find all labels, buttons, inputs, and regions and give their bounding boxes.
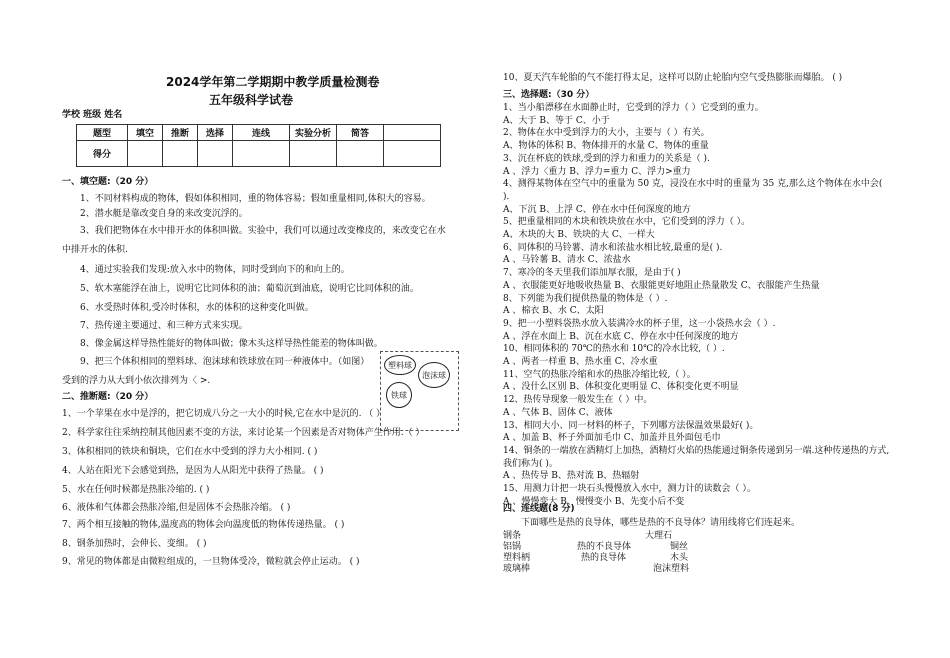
judge-heading: 二、推断题:（20 分） [62,392,154,402]
score-cell[interactable] [233,141,290,167]
link-right-item[interactable]: 铜丝 [670,542,689,552]
choice-line: 9、把一小塑料袋热水放入装满冷水的杯子里，这一小袋热水会（ ）. [503,318,776,329]
choice-line: A 、浮在水面上 B、沉在水底 C、停在水中任何深度的地方 [503,331,739,342]
choice-line: A 、两者一样重 B、热水重 C、冷水重 [503,357,658,367]
fill-item: 8、像金属这样导热性能好的物体叫做；像木头这样导热性能差的物体叫做。 [80,339,383,349]
fill-heading: 一、填空题:（20 分） [62,177,154,187]
score-header: 实验分析 [290,125,337,141]
student-info-line: 学校 班级 姓名 [62,110,123,120]
score-cell[interactable] [384,141,441,167]
choice-line: 7、寒冷的冬天里我们添加厚衣服，是由于( ) [503,268,681,279]
choice-line: 11、空气的热胀冷缩和水的热胀冷缩比较,（ ）。 [503,369,696,380]
score-header-empty [384,125,441,141]
score-row-label: 得分 [77,141,128,167]
choice-line: A 、气体 B、固体 C、液体 [503,407,613,418]
fill-item: 受到的浮力从大到小依次排列为〈 >. [62,376,211,386]
choice-line: )． [503,191,516,202]
judge-item-10: 10、夏天汽车轮胎的气不能打得太足，这样可以防止轮胎内空气受热膨胀而爆胎。 ( ) [503,73,843,83]
link-right-item[interactable]: 泡沫塑料 [653,564,690,574]
judge-item: 9、常见的物体都是由微粒组成的，一旦物体受冷，微粒就会停止运动。 ( ) [62,557,360,567]
fill-item: 3、我们把物体在水中排开水的体积叫做。实验中，我们可以通过改变橡皮的，来改变它在水 [80,226,446,236]
judge-item: 4、人站在阳光下会感觉到热，是因为人从阳光中获得了热量。 ( ) [62,466,324,476]
link-left-item[interactable]: 铝锅 [503,542,522,552]
score-cell[interactable] [290,141,337,167]
fill-item: 中排开水的体积. [62,245,128,255]
exam-subtitle: 五年级科学试卷 [209,93,294,107]
choice-line: A、下沉 B、上浮 C、停在水中任何深度的地方 [503,204,691,215]
link-right-item[interactable]: 木头 [670,553,689,563]
score-header: 简答 [337,125,384,141]
judge-item: 6、液体和气体都会热胀冷缩,但是固体不会热胀冷缩。 ( ) [62,503,291,513]
link-left-item[interactable]: 钢条 [503,531,522,541]
choice-line: 10、相同体积的 70℃的热水和 10℃的冷水比较,（ ）. [503,344,725,355]
score-cell[interactable] [128,141,163,167]
iron-ball: 铁球 [386,382,412,408]
choice-line: 6、同体积的马铃薯、清水和浓盐水相比较,最重的是( ). [503,242,723,253]
score-cell[interactable] [198,141,233,167]
choice-line: A 、慢慢变大 B、慢慢变小 B、先变小后不变 [503,496,685,507]
choice-line: 2、物体在水中受到浮力的大小，主要与（ ）有关。 [503,128,710,139]
score-cell[interactable] [163,141,198,167]
choice-line: 14、铜条的一端放在酒精灯上加热，酒精灯火焰的热能通过铜条传递到另一端.这种传递热的方式, [503,445,890,456]
fill-item: 4、通过实验我们发现:放入水中的物体，同时受到向下的和向上的。 [80,265,350,275]
score-header: 选择 [198,125,233,141]
choice-heading: 三、选择题:（30 分） [503,90,595,100]
foam-ball: 泡沫球 [418,362,450,388]
fill-item: 2、潜水艇是靠改变自身的来改变沉浮的。 [80,209,248,219]
link-intro: 下面哪些是热的良导体，哪些是热的不良导体？请用线将它们连起来。 [521,518,801,528]
choice-line: A、物体的体积 B、物体排开的水量 C、物体的重量 [503,141,709,152]
score-header: 连线 [233,125,290,141]
judge-item: 1、一个苹果在水中是浮的，把它切成八分之一大小的时候,它在水中是沉的. （ ） [62,409,386,419]
choice-line: 13、相同大小、同一材料的杯子，下列哪方法保温效果最好( )。 [503,420,759,431]
link-right-item[interactable]: 大理石 [645,531,673,541]
fill-item: 1、不同材料构成的物体，假如体积相同，重的物体容易；假如重量相同,体积大的容易。 [80,194,431,204]
fill-item: 9、把三个体积相同的塑料球、泡沫球和铁球放在同一种液体中。（如图） [80,357,370,367]
judge-item: 8、钢条加热时，会伸长、变细。 ( ) [62,539,207,549]
link-middle-item[interactable]: 热的良导体 [581,553,627,563]
choice-line: A、大于 B、等于 C、小于 [503,115,610,126]
choice-line: 3、沉在杯底的铁球,受到的浮力和重力的关系是（ ). [503,153,710,164]
choice-line: A、木块的大 B、铁块的大 C、一样大 [503,230,655,240]
choice-line: 8、下列能为我们提供热量的物体是（ ）. [503,293,668,304]
exam-title: 2024学年第二学期期中教学质量检测卷 [166,75,380,89]
score-header: 推断 [163,125,198,141]
score-header: 题型 [77,125,128,141]
plastic-ball: 塑料球 [384,355,416,375]
choice-line: 5、把重量相同的木块和铁块放在水中，它们受到的浮力（ ）。 [503,217,751,228]
choice-line: 12、热传导现象一般发生在（ ）中。 [503,395,653,406]
score-table [76,124,441,167]
choice-line: A 、棉衣 B、水 C、太阳 [503,306,604,317]
choice-line: 我们称为( )。 [503,458,558,469]
link-heading: 四、连线题(8 分) [503,504,575,514]
link-middle-item[interactable]: 热的不良导体 [577,542,632,552]
score-cell[interactable] [337,141,384,167]
link-left-item[interactable]: 塑料柄 [503,553,531,563]
score-header: 填空 [128,125,163,141]
judge-item: 7、两个相互接触的物体,温度高的物体会向温度低的物体传递热量。 ( ) [62,520,345,530]
choice-line: A 、加盖 B、杯子外面加毛巾 C、加盖并且外面包毛巾 [503,433,721,444]
judge-item: 2、科学家往往采纳控制其他因素不变的方法，来讨论某一个因素是否对物体产生作用.（ ） [62,428,425,438]
judge-item: 3、体积相同的铁块和铜块，它们在水中受到的浮力大小相同. ( ) [62,447,318,457]
link-left-item[interactable]: 玻璃棒 [503,564,531,574]
fill-item: 6、水受热时体积,受冷时体积，水的体积的这种变化叫做。 [80,303,314,313]
choice-line: A 、浮力〈重力 B、浮力=重力 C、浮力>重力 [503,166,691,177]
choice-line: 4、测得某物体在空气中的重量为 50 克，浸没在水中时的重量为 35 克,那么这个物体在水中会( [503,179,883,190]
fill-item: 7、热传递主要通过、和三种方式来实现。 [80,321,248,331]
choice-line: A 、马铃薯 B、清水 C、浓盐水 [503,255,631,266]
choice-line: A 、没什么区别 B、体积变化更明显 C、体积变化更不明显 [503,382,739,393]
choice-line: A 、衣服能更好地吸收热量 B、衣服能更好地阻止热量散发 C、衣服能产生热量 [503,280,820,291]
judge-item: 5、水在任何时候都是热胀冷缩的. ( ) [62,485,210,495]
choice-line: 1、当小船漂移在水面静止时，它受到的浮力（ ）它受到的重力。 [503,103,764,113]
choice-line: A 、热传导 B、热对流 B、热辐射 [503,471,640,482]
fill-item: 5、软木塞能浮在油上，说明它比同体积的油；葡萄沉到油底，说明它比同体积的油。 [80,284,419,294]
choice-line: 15、用测力计把一块石头慢慢放入水中，测力计的读数会（ ）。 [503,484,756,494]
